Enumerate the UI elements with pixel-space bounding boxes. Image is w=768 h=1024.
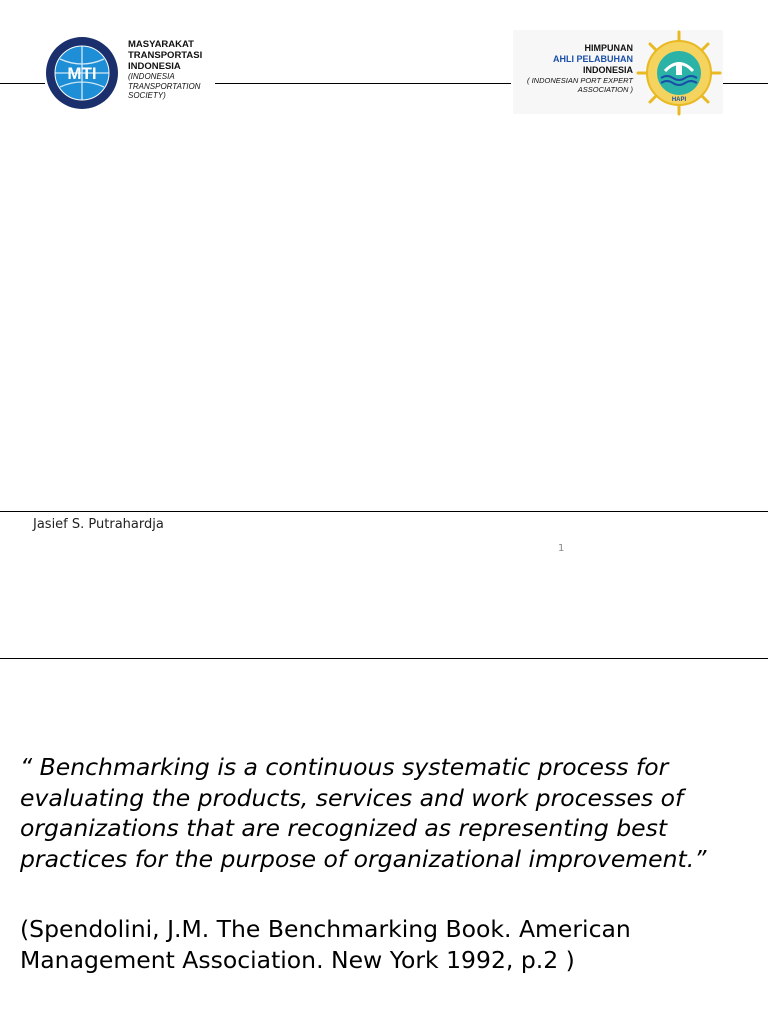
slide-footer-rule	[0, 511, 768, 512]
mti-sub-line1: (INDONESIA	[128, 72, 175, 81]
author-name: Jasief S. Putrahardja	[33, 517, 164, 532]
hapi-name-line1: HIMPUNAN	[584, 43, 633, 53]
page-divider-rule	[0, 658, 768, 659]
mti-logo	[44, 35, 120, 111]
hapi-seal-label: HAPI	[671, 97, 687, 103]
header-rule-middle	[215, 83, 511, 84]
mti-name-line1: MASYARAKAT	[128, 39, 194, 50]
mti-name-line3: INDONESIA	[128, 61, 181, 72]
benchmarking-quote	[20, 752, 750, 874]
ship-wheel-seal-icon	[636, 30, 722, 116]
quote-open-mark: “	[20, 753, 33, 781]
hapi-sub-line2: ASSOCIATION )	[577, 85, 633, 94]
hapi-name-line3: INDONESIA	[582, 65, 633, 75]
hapi-seal	[636, 30, 722, 116]
quote-text: Benchmarking is a continuous systematic process for evaluating the products, services and work processes of organizations that are recognized as representing best practices for the purpose of organizational improvement.”	[20, 753, 707, 873]
mti-sub-line3: SOCIETY)	[128, 91, 166, 100]
hapi-org-name	[513, 43, 633, 94]
page-number: 1	[558, 543, 565, 554]
mti-emblem-label: MTI	[67, 64, 97, 83]
header-rule-left	[0, 83, 45, 84]
mti-emblem-icon	[44, 35, 120, 111]
mti-name-line2: TRANSPORTASI	[128, 50, 203, 61]
mti-org-name	[128, 39, 223, 101]
hapi-sub-line1: ( INDONESIAN PORT EXPERT	[527, 76, 633, 85]
header-rule-right	[722, 83, 768, 84]
hapi-name-line2: AHLI PELABUHAN	[553, 54, 633, 64]
quote-citation: (Spendolini, J.M. The Benchmarking Book. American Management Association. New York 1992, p.2 )	[20, 915, 631, 974]
mti-sub-line2: TRANSPORTATION	[128, 81, 201, 91]
